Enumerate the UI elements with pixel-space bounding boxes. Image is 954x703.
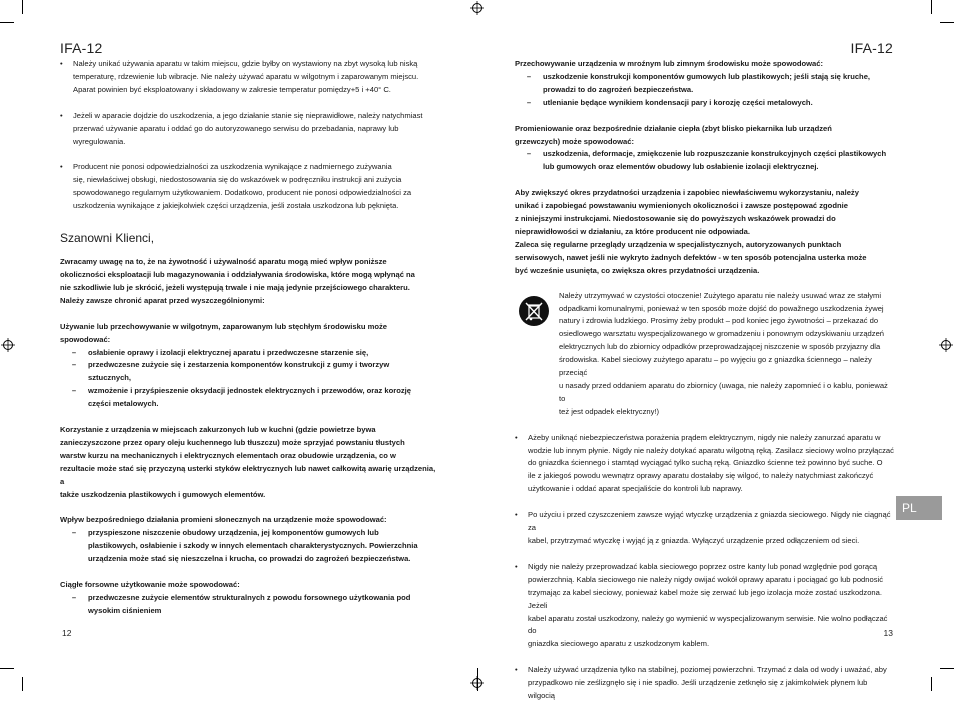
dash-item bbox=[515, 97, 895, 110]
bullet-text: Jeżeli w aparacie dojdzie do uszkodzenia, a jego działanie stanie się nieprawidłowe, należy natychmiast przerwać używanie aparatu i oddać go do autoryzowanego serwisu do przebadania, naprawy lub wyregulowania. bbox=[73, 110, 423, 146]
dash-marker: – bbox=[71, 386, 77, 396]
bullet-marker: • bbox=[515, 561, 518, 571]
spacer bbox=[515, 548, 895, 561]
bullet-text: Producent nie ponosi odpowiedzialności za uszkodzenia wynikające z nadmiernego zużywania się, niewłaściwej obsługi, niedostosowania się do wskazówek w podręczniku instrukcji ani zużycia spowodowanego regularnym użytkowaniem. Dodatkowo, producent nie ponosi odpowiedzialności za uszkodzenia wynikające z jakiejkolwiek części urządzenia, jeśli została uszkodzona lub pęknięta. bbox=[73, 162, 412, 211]
bullet-marker: • bbox=[515, 510, 518, 520]
bullet-item bbox=[515, 561, 895, 651]
dash-marker: – bbox=[71, 593, 77, 602]
dash-item bbox=[515, 148, 895, 174]
dash-text: uszkodzenie konstrukcji komponentów gumowych lub plastikowych; jeśli stają się kruche, prowadzi to do zagrożeń bezpieczeństwa. bbox=[543, 71, 871, 94]
page-number: 12 bbox=[62, 628, 72, 638]
spacer bbox=[60, 213, 440, 226]
left-page bbox=[0, 0, 477, 691]
spacer bbox=[60, 411, 440, 424]
spacer bbox=[515, 419, 895, 432]
model-label: IFA-12 bbox=[850, 40, 893, 56]
dash-item bbox=[60, 385, 440, 411]
section-title: Przechowywanie urządzenia w mroźnym lub zimnym środowisku może spowodować: bbox=[515, 59, 824, 68]
dash-item bbox=[515, 71, 895, 97]
spacer bbox=[515, 651, 895, 664]
section-title: Ciągłe forsowne użytkowanie może spowodować: bbox=[60, 580, 240, 590]
bullet-marker: • bbox=[60, 110, 63, 120]
section-title: Wpływ bezpośredniego działania promieni słonecznych na urządzenie może spowodować: bbox=[60, 515, 387, 525]
bullet-item bbox=[515, 432, 895, 497]
spacer bbox=[60, 148, 440, 161]
dash-marker: – bbox=[71, 347, 77, 357]
dash-marker: – bbox=[526, 71, 532, 81]
left-column bbox=[60, 58, 440, 618]
spacer bbox=[515, 174, 895, 187]
spacer bbox=[60, 566, 440, 579]
greeting-heading: Szanowni Klienci, bbox=[60, 231, 155, 246]
dash-item bbox=[60, 359, 440, 385]
section-title: Promieniowanie oraz bezpośrednie działanie ciepła (zbyt blisko piekarnika lub urządzeń grzewczych) może spowodować: bbox=[515, 123, 832, 146]
dash-text: przyspieszone niszczenie obudowy urządzenia, jej komponentów gumowych lub plastikowych, osłabienie i szkody w innych elementach charakterystycznych. Powierzchnia urządzenia może stać się nieszczelna i krucha, co prowadzi do zagrożeń bezpieczeństwa. bbox=[88, 528, 418, 564]
spacer bbox=[60, 308, 440, 321]
bullet-item bbox=[60, 161, 440, 213]
section-title: Korzystanie z urządzenia w miejscach zakurzonych lub w kuchni (gdzie powietrze bywa zanieczyszczone przez opary oleju kuchennego lub tłuszczu) może sprzyjać powstaniu tłustych warstw kurzu na mechanicznych i elektrycznych elementach oraz obudowie urządzenia, co w rezultacie może stać się przyczyną usterki styków elektrycznych lub nawet całkowitą awarię urządzenia, a także uszkodzenia plastikowych i gumowych elementów. bbox=[60, 425, 436, 499]
spacer bbox=[515, 496, 895, 509]
dash-text: przedwczesne zużycie elementów strukturalnych z powodu forsownego użytkowania pod wysokim ciśnieniem bbox=[88, 593, 411, 615]
dash-marker: – bbox=[71, 360, 77, 370]
dash-marker: – bbox=[526, 149, 532, 159]
right-column bbox=[515, 58, 895, 703]
bullet-text: Należy unikać używania aparatu w takim miejscu, gdzie byłby on wystawiony na zbyt wysoką lub niską temperaturę, rdzewienie lub wibracje. Nie należy używać aparatu w wilgotnym i zaparowanym miejscu. Aparat powinien być eksploatowany i składowany w zakresie temperatur pomiędzy+5 i +40° C. bbox=[73, 59, 419, 94]
lifetime-paragraph: Aby zwiększyć okres przydatności urządzenia i zapobiec niewłaściwemu wykorzystaniu, należy unikać i zapobiegać powstawaniu wymienionych okoliczności i zawsze postępować zgodnie z niniejszymi instrukcjami. Niedostosowanie się do powyższych wskazówek prowadzi do nieprawidłowości w działaniu, za które producent nie odpowiada. Zaleca się regularne przeglądy urządzenia w specjalistycznych, autoryzowanych punktach serwisowych, nawet jeśli nie wykryto żadnych defektów - w ten sposób potencjalna usterka może być wcześnie usunięta, co zwiększa okres przydatności urządzenia. bbox=[515, 188, 867, 275]
dash-text: osłabienie oprawy i izolacji elektrycznej aparatu i przedwczesne starzenie się, bbox=[88, 347, 369, 357]
recycle-notice bbox=[519, 290, 895, 419]
dash-item bbox=[60, 592, 440, 618]
dash-item bbox=[60, 527, 440, 566]
bullet-text: Należy używać urządzenia tylko na stabilnej, poziomej powierzchni. Trzymać z dala od wody i uważać, aby przypadkowo nie ześlizgnęło się i nie spadło. Jeśli urządzenie zetknęło się z jakimkolwiek płynem lub wilgocią bbox=[528, 665, 887, 701]
bullet-item bbox=[515, 509, 895, 548]
right-page bbox=[477, 0, 954, 701]
section-title: Używanie lub przechowywanie w wilgotnym, zaparowanym lub stęchłym środowisku może spowodować: bbox=[60, 321, 388, 344]
spacer bbox=[60, 97, 440, 110]
bullet-item bbox=[60, 58, 440, 97]
dash-marker: – bbox=[71, 528, 77, 538]
bullet-marker: • bbox=[515, 432, 518, 442]
bullet-marker: • bbox=[515, 665, 518, 675]
recycle-text: Należy utrzymywać w czystości otoczenie! Zużytego aparatu nie należy usuwać wraz ze stałymi odpadkami komunalnymi, ponieważ w ten sposób może dojść do powažnego uszkodzenia żywej natury i zdrowia ludzkiego. Prosimy żeby produkt – pod koniec jego żywotności – przekazać do osiedlowego warsztatu wyspecjalizowanego w gromadzeniu i ponownym odzyskiwaniu urządzeń elektrycznych lub do zbiornicy odpadków przeprowadzającej niszczenie w sposób przyjazny dla środowiska. Kabel sieciowy zużytego aparatu – po wyjęciu go z gniazdka ściennego – należy przeciąć u nasady przed oddaniem aparatu do zbiornicy (uwaga, nie należy zapomnieć i o kablu, ponieważ to też jest odpadek elektryczny!) bbox=[559, 290, 888, 416]
spacer bbox=[515, 110, 895, 123]
bullet-text: Nigdy nie należy przeprowadzać kabla sieciowego poprzez ostre kanty lub ponad względnie pod gorącą powierzchnią. Kabla sieciowego nie należy nigdy owijać wokół oprawy aparatu i pociągać go lub podnosić trzymając za kabel sieciowy, ponieważ kabel może się zerwać lub jego izolacja może zostać uszkodzona. Jeżeli kabel aparatu został uszkodzony, należy go wymienić w wyspecjalizowanym serwisie. Nie wolno podłączać do gniazdka sieciowego aparatu z uszkodzonym kablem. bbox=[528, 561, 888, 649]
crossed-out-wheelie-bin-icon bbox=[519, 290, 559, 419]
bullet-marker: • bbox=[60, 162, 63, 172]
bullet-text: Po użyciu i przed czyszczeniem zawsze wyjąć wtyczkę urządzenia z gniazda sieciowego. Nigdy nie ciągnąć za kabel, przytrzymać wtyczkę i wyjąć ją z gniazda. Wyłączyć urządzenie przed odłączeniem od sieci. bbox=[528, 510, 891, 545]
dash-text: utlenianie będące wynikiem kondensacji pary i korozję części metalowych. bbox=[543, 97, 813, 107]
dash-text: uszkodzenia, deformacje, zmiękczenie lub rozpuszczanie konstrukcyjnych części plastikowych lub gumowych oraz elementów obudowy lub osłabienie izolacji elektrycznej. bbox=[543, 149, 887, 172]
dash-text: wzmożenie i przyśpieszenie oksydacji jednostek elektrycznych i przewodów, oraz korozję części metalowych. bbox=[88, 386, 411, 409]
dash-text: przedwczesne zużycie się i zestarzenia komponentów konstrukcji z gumy i tworzyw sztucznych, bbox=[88, 360, 390, 383]
dash-item bbox=[60, 347, 440, 360]
bullet-item bbox=[60, 110, 440, 149]
spacer bbox=[60, 501, 440, 514]
bullet-item bbox=[515, 664, 895, 703]
bullet-text: Ażeby uniknąć niebezpieczeństwa porażenia prądem elektrycznym, nigdy nie należy zanurzać aparatu w wodzie lub innym płynie. Nigdy nie należy dotykać aparatu wilgotną ręką. Zasilacz sieciowy wolno przyłączać do gniazdka ściennego i stamtąd wyciągać tylko suchą ręką. Gniazdko ścienne też powinno być suche. O ile z jakiegoś powodu wewnątrz oprawy aparatu dostałaby się wilgoć, to należy natychmiast zakończyć użytkowanie i oddać aparat specjaliście do kontroli lub naprawy. bbox=[528, 432, 894, 494]
page-number: 13 bbox=[883, 628, 893, 638]
model-label: IFA-12 bbox=[60, 40, 103, 56]
language-tab: PL bbox=[896, 496, 942, 520]
bullet-marker: • bbox=[60, 59, 63, 68]
dash-marker: – bbox=[526, 97, 532, 107]
intro-paragraph: Zwracamy uwagę na to, że na żywotność i używalność aparatu mogą mieć wpływ poniższe okoliczności eksploatacji lub magazynowania i oddziaływania środowiska, które mogą wpłynąć na nie szkodliwie lub je skrócić, jeżeli występują trwale i nie mają jedynie przejściowego charakteru. Należy zawsze chronić aparat przed wyszczególnionymi: bbox=[60, 257, 415, 305]
